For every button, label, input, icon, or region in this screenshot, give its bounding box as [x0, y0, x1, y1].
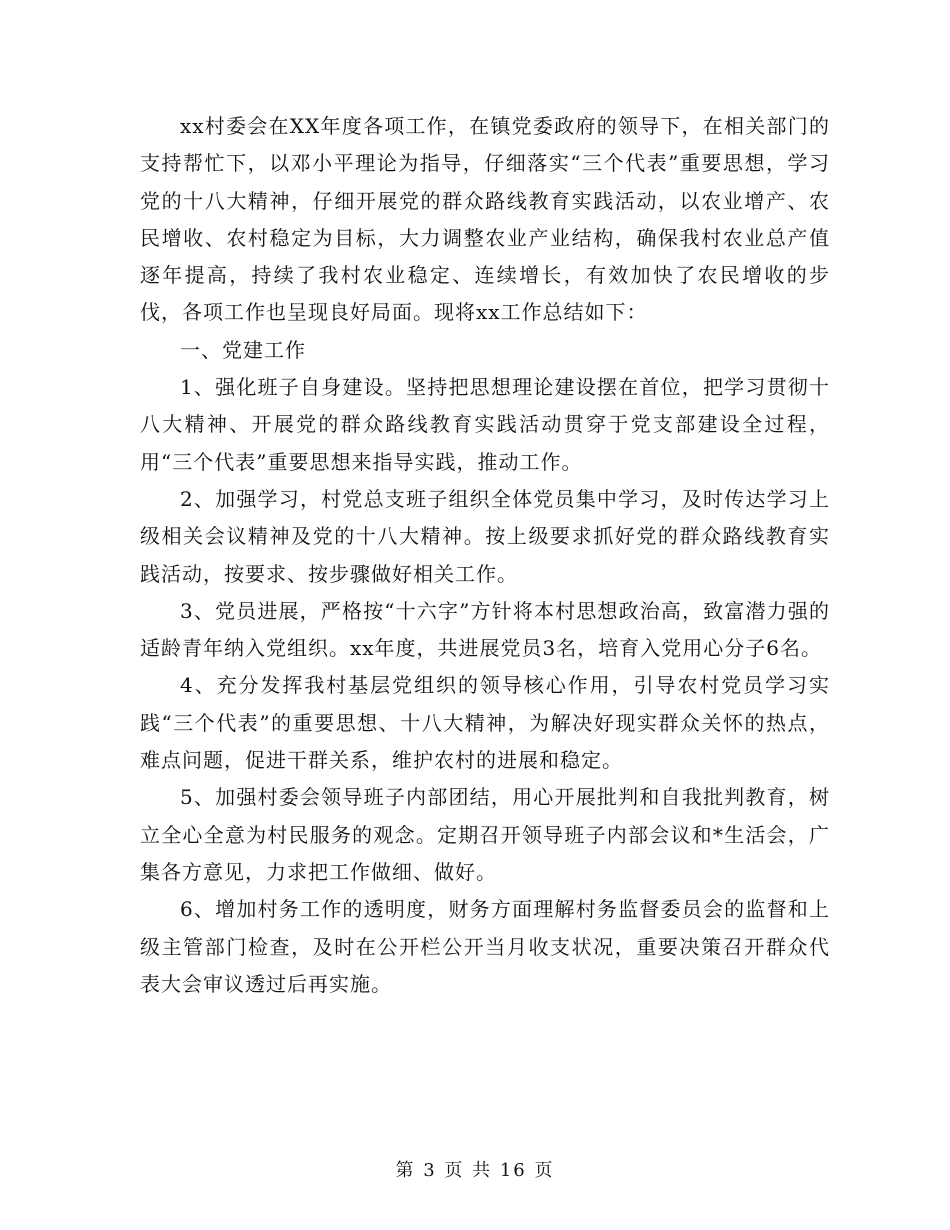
paragraph-item-5: 5、加强村委会领导班子内部团结，用心开展批判和自我批判教育，树立全心全意为村民服务的观念。定期召开领导班子内部会议和*生活会，广集各方意见，力求把工作做细、做好。: [140, 785, 830, 884]
paragraph-item-1: 1、强化班子自身建设。坚持把思想理论建设摆在首位，把学习贯彻十八大精神、开展党的群众路线教育实践活动贯穿于党支部建设全过程，用“三个代表”重要思想来指导实践，推动工作。: [140, 375, 830, 474]
paragraph-item-3: 3、党员进展，严格按“十六字”方针将本村思想政治高，致富潜力强的适龄青年纳入党组织。xx年度，共进展党员3名，培育入党用心分子6名。: [140, 598, 830, 661]
paragraph-item-4: 4、充分发挥我村基层党组织的领导核心作用，引导农村党员学习实践“三个代表”的重要思想、十八大精神，为解决好现实群众关怀的热点，难点问题，促进干群关系，维护农村的进展和稳定。: [140, 673, 830, 773]
paragraph-item-2: 2、加强学习，村党总支班子组织全体党员集中学习，及时传达学习上级相关会议精神及党的十八大精神。按上级要求抓好党的群众路线教育实践活动，按要求、按步骤做好相关工作。: [140, 486, 830, 586]
intro-paragraph: xx村委会在XX年度各项工作，在镇党委政府的领导下，在相关部门的支持帮忙下，以邓小平理论为指导，仔细落实“三个代表”重要思想，学习党的十八大精神，仔细开展党的群众路线教育实践活动，以农业增产、农民增收、农村稳定为目标，大力调整农业产业结构，确保我村农业总产值逐年提高，持续了我村农业稳定、连续增长，有效加快了农民增收的步伐，各项工作也呈现良好局面。现将xx工作总结如下：: [140, 114, 830, 325]
section-heading-party-building: 一、党建工作: [180, 337, 306, 362]
page-number-footer: 第 3 页 共 16 页: [395, 1160, 555, 1181]
paragraph-item-6: 6、增加村务工作的透明度，财务方面理解村务监督委员会的监督和上级主管部门检查，及时在公开栏公开当月收支状况，重要决策召开群众代表大会审议透过后再实施。: [140, 897, 830, 996]
document-body: [140, 108, 830, 1003]
